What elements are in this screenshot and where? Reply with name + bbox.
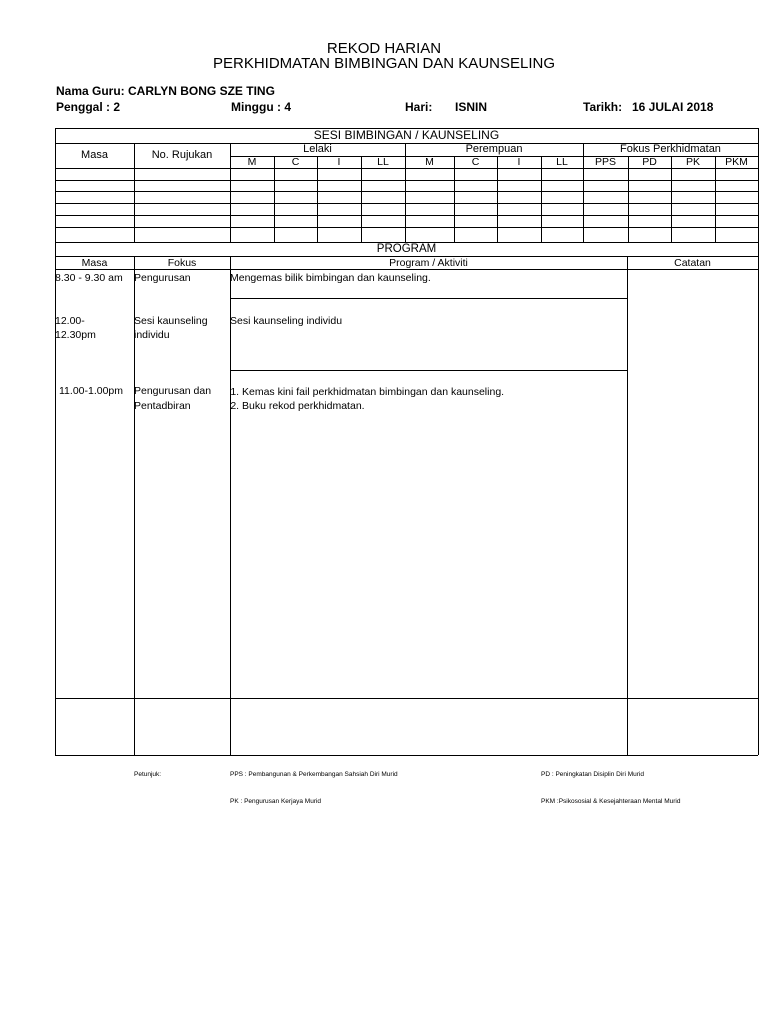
program-col-masa: Masa: [81, 257, 108, 269]
row3-fokus-line1: Pengurusan dan: [134, 385, 212, 397]
fokus-pkm: PKM: [725, 156, 748, 168]
fokus-pd: PD: [642, 156, 657, 168]
penggal: Penggal : 2: [56, 100, 121, 114]
row2-masa-line1: 12.00-: [55, 315, 85, 327]
header-no-rujukan: No. Rujukan: [151, 149, 213, 161]
row2-aktiviti: Sesi kaunseling individu: [230, 315, 343, 327]
legend-pk: PK : Pengurusan Kerjaya Murid: [230, 798, 322, 805]
row1-fokus: Pengurusan: [134, 272, 191, 284]
legend-pps: PPS : Pembangunan & Perkembangan Sahsiah Diri Murid: [230, 771, 398, 778]
hari-value: ISNIN: [455, 100, 488, 114]
nama-guru: Nama Guru: CARLYN BONG SZE TING: [56, 84, 275, 98]
legend-petunjuk: Petunjuk:: [134, 771, 162, 778]
lelaki-c: C: [291, 156, 300, 168]
legend-pd: PD : Peningkatan Disiplin Diri Murid: [541, 771, 644, 778]
row3-aktiviti-list: [229, 385, 624, 413]
row2-masa-line2: 12.30pm: [55, 329, 96, 341]
fokus-pk: PK: [685, 156, 700, 168]
fokus-pps: PPS: [594, 156, 616, 168]
sesi-title: SESI BIMBINGAN / KAUNSELING: [313, 128, 500, 142]
aktiviti-item: 1. Kemas kini fail perkhidmatan bimbingan dan kaunseling.: [242, 385, 624, 399]
minggu: Minggu : 4: [231, 100, 291, 114]
program-title: PROGRAM: [376, 243, 437, 255]
perempuan-c: C: [471, 156, 480, 168]
lelaki-i: I: [337, 156, 341, 168]
header-lelaki: Lelaki: [303, 143, 332, 155]
legend-pkm: PKM :Psikososial & Kesejahteraan Mental Murid: [541, 798, 681, 805]
program-col-aktiviti: Program / Aktiviti: [389, 257, 468, 269]
document-subtitle: PERKHIDMATAN BIMBINGAN DAN KAUNSELING: [213, 55, 555, 72]
tarikh-value: 16 JULAI 2018: [632, 100, 714, 114]
row1-aktiviti: Mengemas bilik bimbingan dan kaunseling.: [230, 272, 431, 284]
row3-fokus-line2: Pentadbiran: [134, 400, 191, 412]
document-title: REKOD HARIAN: [326, 40, 442, 57]
perempuan-ll: LL: [556, 156, 568, 168]
header-fokus-perkhidmatan: Fokus Perkhidmatan: [620, 143, 721, 155]
row1-masa: 8.30 - 9.30 am: [55, 272, 123, 284]
row2-fokus-line1: Sesi kaunseling: [134, 315, 208, 327]
header-masa: Masa: [81, 149, 108, 161]
hari-label: Hari:: [405, 100, 433, 114]
lelaki-ll: LL: [377, 156, 389, 168]
perempuan-i: I: [517, 156, 521, 168]
row3-masa: 11.00-1.00pm: [59, 385, 124, 397]
lelaki-m: M: [247, 156, 257, 168]
row2-fokus-line2: individu: [134, 329, 170, 341]
perempuan-m: M: [425, 156, 434, 168]
aktiviti-item: 2. Buku rekod perkhidmatan.: [242, 399, 624, 413]
header-perempuan: Perempuan: [465, 143, 523, 155]
tarikh-label: Tarikh:: [583, 100, 623, 114]
program-col-catatan: Catatan: [674, 257, 711, 269]
program-col-fokus: Fokus: [167, 257, 197, 269]
